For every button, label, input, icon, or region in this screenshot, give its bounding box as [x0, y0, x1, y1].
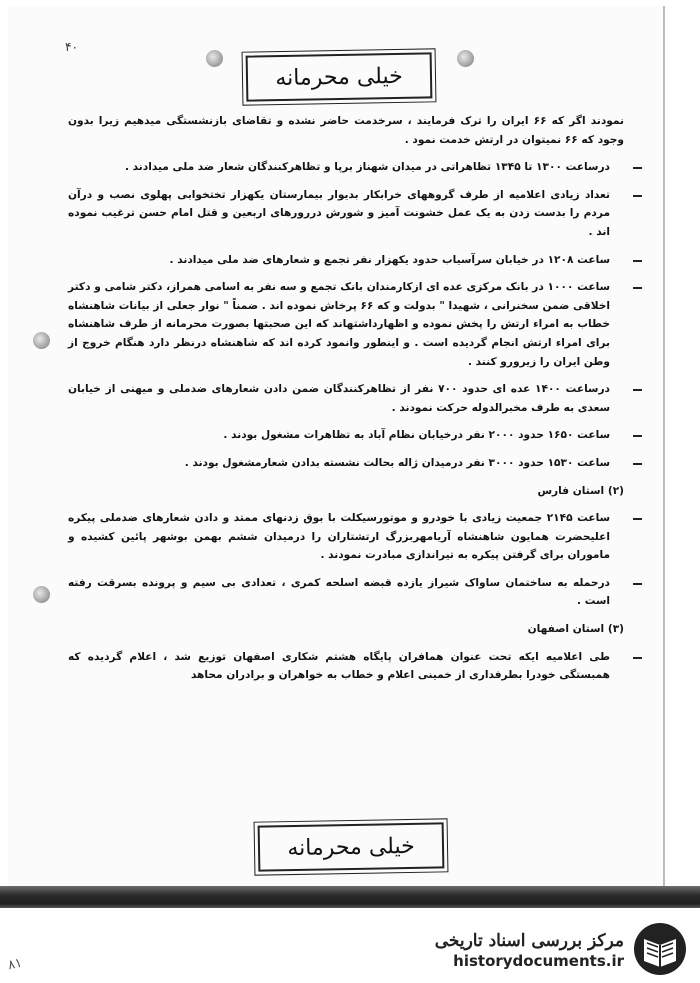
- bullet-item: ساعت ۱۵۳۰ حدود ۳۰۰۰ نفر درمیدان ژاله بحالت نشسته بدادن شعارمشغول بودند .: [68, 454, 624, 473]
- bullet-item: طی اعلامیه ایکه تحت عنوان همافران پایگاه هشتم شکاری اصفهان توزیع شد ، اعلام گردیده که همبستگی خودرا بطرفداری از خمینی اعلام و خطاب به خواهران و برادران محاهد: [68, 648, 624, 685]
- org-url: historydocuments.ir: [453, 952, 624, 970]
- scan-edge: [0, 886, 700, 908]
- watermark-text: [392, 930, 624, 970]
- section-heading: (۲) استان فارس: [537, 484, 624, 497]
- confidential-stamp: خیلی محرمانه: [258, 822, 445, 871]
- document-body: [68, 112, 624, 694]
- punch-hole: [33, 332, 50, 349]
- bullet-item: درحمله به ساختمان ساواک شیراز یازده قبضه اسلحه کمری ، تعدادی بی سیم و پرونده بسرقت رفته است .: [68, 574, 624, 611]
- paragraph: نمودند اگر که ۶۶ ایران را ترک فرمایند ، سرخدمت حاضر نشده و تقاضای بازنشستگی میدهیم زیرا بدون وجود که ۶۶ نمیتوان در ارتش خدمت نمود .: [68, 115, 625, 146]
- document-page: [8, 6, 665, 901]
- confidential-stamp: خیلی محرمانه: [246, 52, 433, 101]
- bullet-item: ساعت ۲۱۴۵ جمعیت زیادی با خودرو و موتورسیکلت با بوق زدنهای ممتد و دادن شعارهای ضدملی پیکره اعلیحضرت همایون شاهنشاه آریامهربزرگ ارتشتاران را درمیدان ششم بهمن بوشهر پائین کشیده و ماموران برای گرفتن پیکره به تیراندازی مبادرت نمودند .: [68, 509, 624, 565]
- org-name: مرکز بررسی اسناد تاریخی: [434, 931, 624, 951]
- punch-hole: [457, 50, 474, 67]
- bullet-item: ساعت ۱۰۰۰ در بانک مرکزی عده ای ازکارمندان بانک تجمع و سه نفر به اسامی همراز، دکتر شامی و دکتر اخلاقی ضمن سخنرانی ، شهیدا " بدولت و که ۶۶ پرخاش نموده اند . ضمناً " نوار جعلی از بیانات شاهنشاه خطاب به امراء ارتش را پخش نموده و اظهارداشتهاند که این صحبتها بصورت محرمانه از طرف شاهنشاه برای امراء ارتش انجام گردیده است . و اینطور وانمود کرده اند که شاهنشاه درنظر دارد هنگام خروج از وطن ایران را زیرورو کنند .: [68, 278, 624, 371]
- bullet-item: ساعت ۱۲۰۸ در خیابان سرآسیاب حدود یکهزار نفر تجمع و شعارهای ضد ملی میدادند .: [68, 251, 624, 270]
- bullet-item: درساعت ۱۳۰۰ تا ۱۳۴۵ تظاهراتی در میدان شهناز برپا و تظاهرکنندگان شعار ضد ملی میدادند .: [68, 158, 624, 177]
- corner-mark: ۴۰: [65, 40, 78, 54]
- bullet-item: تعداد زیادی اعلامیه از طرف گروههای خرابکار بدیوار بیمارستان یکهزار تختخوابی پهلوی نصب و درآن مردم را بدست زدن به یک عمل خشونت آمیز و شورش دررورهای اربعین و قتل امام حسن ترغیب نموده اند .: [68, 186, 624, 242]
- page-number: ۸۱: [6, 955, 24, 974]
- punch-hole: [33, 586, 50, 603]
- book-logo-icon: [632, 921, 688, 977]
- punch-hole: [206, 50, 223, 67]
- bullet-item: درساعت ۱۴۰۰ عده ای حدود ۷۰۰ نفر از تظاهرکنندگان ضمن دادن شعارهای ضدملی و میهنی از خیابان سعدی به طرف مخبرالدوله حرکت نمودند .: [68, 380, 624, 417]
- bullet-item: ساعت ۱۶۵۰ حدود ۲۰۰۰ نفر درخیابان نظام آباد به تظاهرات مشغول بودند .: [68, 426, 624, 445]
- section-heading: (۳) استان اصفهان: [527, 623, 624, 636]
